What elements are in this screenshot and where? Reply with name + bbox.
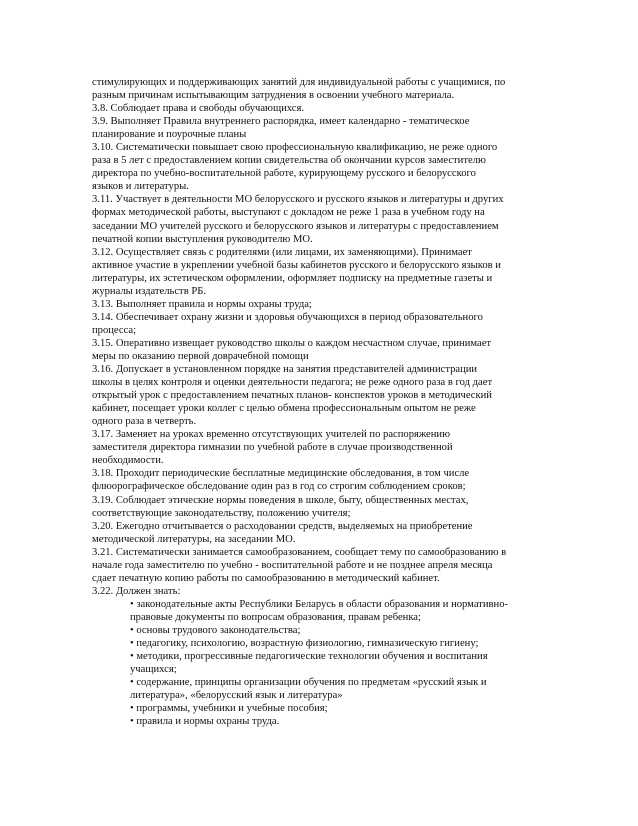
paragraph-line: сдает печатную копию работы по самообразованию в методический кабинет. [92, 572, 440, 584]
paragraph-line: раза в 5 лет с предоставлением копии свидетельства об окончании курсов заместителю [92, 155, 486, 167]
paragraph [92, 141, 550, 193]
paragraph-line: 3.16. Допускает в установленном порядке на занятия представителей администрации [92, 364, 478, 376]
bullet-item [130, 637, 550, 650]
paragraph [92, 363, 550, 428]
paragraph-line: языков и литературы. [92, 181, 189, 193]
document-page [92, 76, 550, 728]
paragraph-line: начале года заместителю по учебно - воспитательной работе и не позднее апреля месяца [92, 559, 493, 571]
bullet-line: • педагогику, психологию, возрастную физиологию, гимназическую гигиену; [130, 638, 479, 650]
paragraph-line: 3.22. Должен знать: [92, 585, 181, 597]
paragraph-line: директора по учебно-воспитательной работе, курирующему русского и белорусского [92, 168, 476, 180]
paragraph [92, 298, 550, 311]
document-body [92, 76, 550, 598]
paragraph [92, 494, 550, 520]
paragraph [92, 193, 550, 245]
paragraph-line: заседании МО учителей русского и белорусского языков и литературы с предоставлением [92, 220, 499, 232]
paragraph-line: 3.12. Осуществляет связь с родителями (или лицами, их заменяющими). Принимает [92, 246, 472, 258]
paragraph-line: активное участие в укреплении учебной базы кабинетов русского и белорусского языков и [92, 259, 501, 271]
paragraph-line: 3.21. Систематически занимается самообразованием, сообщает тему по самообразованию в [92, 546, 507, 558]
bullet-line: • содержание, принципы организации обучения по предметам «русский язык и [130, 677, 487, 689]
paragraph-line: 3.10. Систематически повышает свою профессиональную квалификацию, не реже одного [92, 142, 498, 154]
paragraph-line: 3.11. Участвует в деятельности МО белорусского и русского языков и литературы и других [92, 194, 504, 206]
bullet-line: • законодательные акты Республики Беларусь в области образования и нормативно- [130, 598, 509, 610]
paragraph-line: 3.14. Обеспечивает охрану жизни и здоровья обучающихся в период образовательного [92, 311, 483, 323]
paragraph-line: 3.17. Заменяет на уроках временно отсутствующих учителей по распоряжению [92, 429, 451, 441]
paragraph [92, 467, 550, 493]
paragraph-line: кабинет, посещает уроки коллег с целью обмена профессиональным опытом не реже [92, 403, 476, 415]
paragraph-line: 3.8. Соблюдает права и свободы обучающихся. [92, 103, 304, 115]
paragraph-line: меры по оказанию первой доврачебной помощи [92, 350, 309, 362]
bullet-line: • основы трудового законодательства; [130, 624, 301, 636]
paragraph-line: разным причинам испытывающим затруднения в освоении учебного материала. [92, 90, 455, 102]
paragraph [92, 585, 550, 598]
paragraph [92, 246, 550, 298]
paragraph-line: журналы издательств РБ. [92, 285, 206, 297]
bullet-line: • методики, прогрессивные педагогические технологии обучения и воспитания [130, 651, 488, 663]
paragraph-line: заместителя директора гимназии по учебной работе в случае производственной [92, 442, 453, 454]
bullet-item [130, 702, 550, 715]
bullet-line: • программы, учебники и учебные пособия; [130, 703, 328, 715]
bullet-item [130, 715, 550, 728]
bullet-line: литература», «белорусский язык и литература» [130, 690, 343, 702]
paragraph [92, 102, 550, 115]
paragraph-line: открытый урок с предоставлением печатных планов- конспектов уроков в методический [92, 390, 492, 402]
paragraph-line: 3.20. Ежегодно отчитывается о расходовании средств, выделяемых на приобретение [92, 520, 473, 532]
paragraph-line: соответствующие законодательству, положению учителя; [92, 507, 351, 519]
bullet-line: учащихся; [130, 664, 177, 676]
paragraph [92, 337, 550, 363]
knowledge-bullet-list [92, 598, 550, 728]
paragraph [92, 546, 550, 585]
paragraph-line: 3.19. Соблюдает этические нормы поведения в школе, быту, общественных местах, [92, 494, 469, 506]
bullet-line: • правила и нормы охраны труда. [130, 716, 280, 728]
paragraph-line: 3.9. Выполняет Правила внутреннего распорядка, имеет календарно - тематическое [92, 116, 470, 128]
paragraph-line: 3.15. Оперативно извещает руководство школы о каждом несчастном случае, принимает [92, 337, 492, 349]
paragraph-line: методической литературы, на заседании МО. [92, 533, 296, 545]
paragraph-line: школы в целях контроля и оценки деятельности педагога; не реже одного раза в год дает [92, 377, 493, 389]
bullet-item [130, 650, 550, 676]
paragraph-line: формах методической работы, выступают с докладом не реже 1 раза в учебном году на [92, 207, 485, 219]
paragraph [92, 115, 550, 141]
paragraph-line: одного раза в четверть. [92, 416, 197, 428]
bullet-item [130, 676, 550, 702]
paragraph-line: планирование и поурочные планы [92, 129, 247, 141]
paragraph-line: печатной копии выступления руководителю МО. [92, 233, 313, 245]
paragraph [92, 76, 550, 102]
paragraph-line: литературы, их эстетическом оформлении, оформляет подписку на предметные газеты и [92, 272, 493, 284]
paragraph-line: 3.18. Проходит периодические бесплатные медицинские обследования, в том числе [92, 468, 470, 480]
paragraph-line: процесса; [92, 324, 137, 336]
paragraph [92, 428, 550, 467]
paragraph [92, 520, 550, 546]
bullet-item [130, 598, 550, 624]
paragraph [92, 311, 550, 337]
paragraph-line: необходимости. [92, 455, 164, 467]
paragraph-line: флюорографическое обследование один раз в год со строгим соблюдением сроков; [92, 481, 466, 493]
paragraph-line: 3.13. Выполняет правила и нормы охраны труда; [92, 298, 312, 310]
bullet-line: правовые документы по вопросам образования, правам ребенка; [130, 611, 421, 623]
bullet-item [130, 624, 550, 637]
paragraph-line: стимулирующих и поддерживающих занятий для индивидуальной работы с учащимися, по [92, 77, 506, 88]
